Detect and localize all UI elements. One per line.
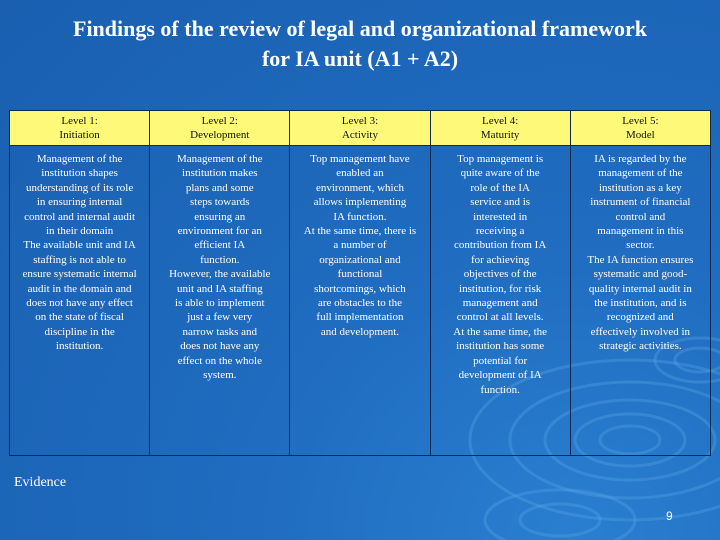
maturity-levels-table (9, 110, 711, 456)
table-header-row (10, 111, 711, 146)
level-1-description: Management of the institution shapes understanding of its role in ensuring internal control and internal audit in their domain The available unit and IA staffing is not able to ensure systematic internal audit in the domain and does not have any effect on the state of fiscal discipline in the institution. (22, 153, 137, 353)
title-line-1: Findings of the review of legal and organizational framework (73, 16, 647, 41)
level-3-description: Top management have enabled an environment, which allows implementing IA function. At the same time, there is a number of organizational and functional shortcomings, which are obstacles to the full implementation and development. (303, 153, 417, 338)
level-2-cell (150, 146, 290, 456)
level-5-name: Model (626, 129, 655, 141)
level-1-label: Level 1: (61, 115, 98, 127)
level-5-header (570, 111, 710, 146)
level-1-header (10, 111, 150, 146)
level-2-label: Level 2: (201, 115, 238, 127)
slide-title (20, 14, 700, 74)
level-5-description: IA is regarded by the management of the institution as a key instrument of financial control and management in this sector. The IA function ensures systematic and good- quality internal audit in the institution, and is recognized and effectively involved in strategic activities. (587, 153, 694, 353)
level-1-name: Initiation (59, 129, 100, 141)
level-4-cell (430, 146, 570, 456)
level-3-cell (290, 146, 430, 456)
level-3-header (290, 111, 430, 146)
level-3-name: Activity (341, 129, 378, 141)
level-1-cell (10, 146, 150, 456)
level-4-header (430, 111, 570, 146)
level-2-name: Development (190, 129, 250, 141)
level-5-label: Level 5: (622, 115, 659, 127)
table-body-row (10, 146, 711, 456)
level-4-description: Top management is quite aware of the role of the IA service and is interested in receiving a contribution from IA for achieving objectives of the institution, for risk management and control at all levels. At the same time, the institution has some potential for development of IA function. (453, 153, 548, 396)
level-4-label: Level 4: (481, 115, 519, 127)
level-5-cell (570, 146, 710, 456)
level-2-header (150, 111, 290, 146)
level-3-label: Level 3: (341, 115, 379, 127)
level-4-name: Maturity (480, 129, 520, 141)
title-line-2: for IA unit (A1 + A2) (261, 46, 459, 71)
page-number: 9 (666, 509, 673, 523)
evidence-label: Evidence (14, 475, 67, 490)
level-2-description: Management of the institution makes plans and some steps towards ensuring an environment for an efficient IA function. However, the available unit and IA staffing is able to implement just a few very narrow tasks and does not have any effect on the whole system. (169, 153, 271, 382)
